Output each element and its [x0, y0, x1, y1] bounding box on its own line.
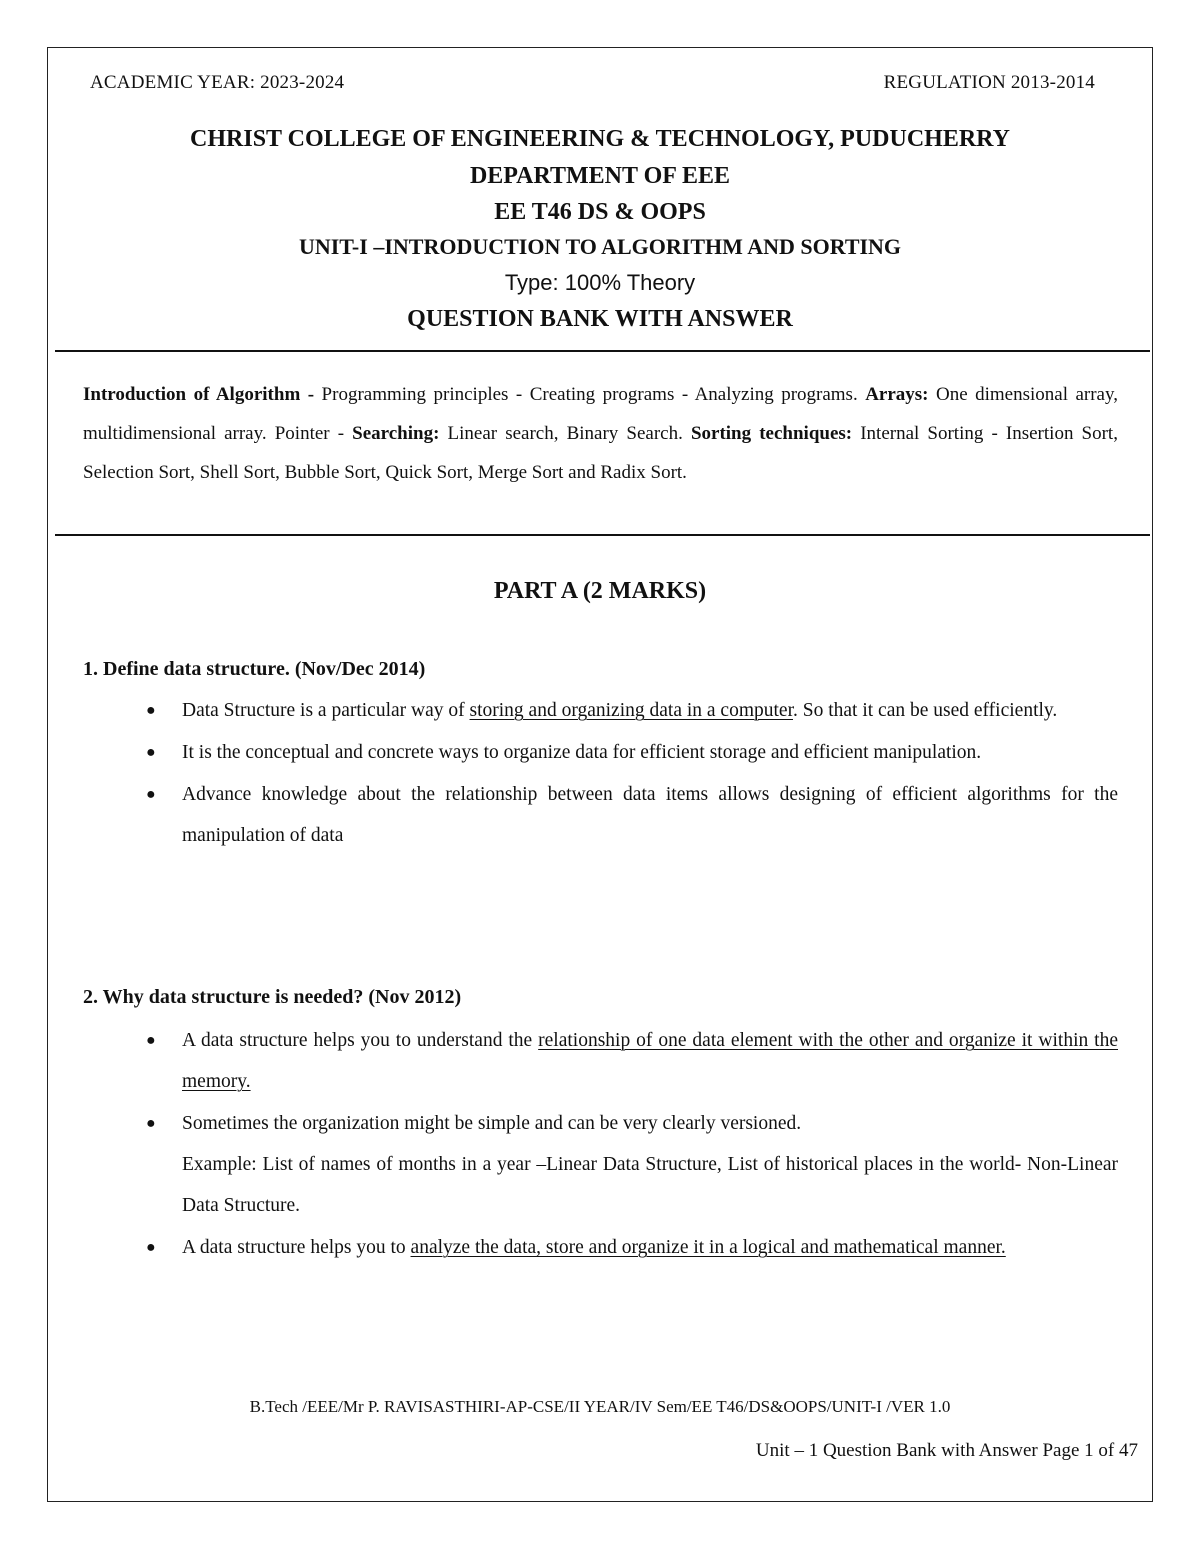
- answer-text: A data structure helps you to understand the: [182, 1030, 539, 1051]
- syllabus-sorting-label: Sorting techniques:: [690, 423, 853, 444]
- list-item: [146, 1020, 1119, 1102]
- type-label: Type: 100% Theory: [504, 270, 696, 295]
- syllabus-sorting-text: Internal Sorting - Insertion Sort, Selection Sort, Shell Sort, Bubble Sort, Quick Sort, Merge Sort and Radix Sort.: [83, 423, 1118, 483]
- answer-underlined: storing and organizing data in a computer: [469, 700, 793, 721]
- syllabus-intro-text: Programming principles - Creating programs - Analyzing programs.: [314, 384, 866, 405]
- divider-bottom: [55, 534, 1150, 536]
- bullet-icon: ●: [146, 786, 156, 803]
- part-a-title: PART A (2 MARKS): [493, 578, 707, 604]
- footer-credit: B.Tech /EEE/Mr P. RAVISASTHIRI-AP-CSE/II YEAR/IV Sem/EE T46/DS&OOPS/UNIT-I /VER 1.0: [249, 1397, 951, 1416]
- college-name: CHRIST COLLEGE OF ENGINEERING & TECHNOLOGY, PUDUCHERRY: [190, 126, 1010, 152]
- answer-underlined: analyze the data, store and organize it in a logical and mathematical manner.: [410, 1237, 1006, 1258]
- syllabus-text: [83, 375, 1118, 492]
- bullet-icon: ●: [146, 1032, 156, 1049]
- syllabus-intro-label: Introduction of Algorithm -: [83, 384, 315, 405]
- question-1-answers: [146, 690, 1118, 857]
- syllabus-searching-label: Searching:: [352, 423, 440, 444]
- answer-text: Advance knowledge about the relationship between data items allows designing of efficient algorithms for the manipulation of data: [182, 784, 1118, 846]
- document-title: QUESTION BANK WITH ANSWER: [407, 306, 793, 332]
- unit-title: UNIT-I –INTRODUCTION TO ALGORITHM AND SORTING: [298, 234, 902, 259]
- answer-example: Example: List of names of months in a year –Linear Data Structure, List of historical places in the world- Non-Linear Data Structure.: [182, 1154, 1118, 1216]
- course-code: EE T46 DS & OOPS: [494, 199, 706, 225]
- syllabus-arrays-text: One dimensional array, multidimensional array. Pointer -: [83, 384, 1118, 444]
- academic-year: ACADEMIC YEAR: 2023-2024: [90, 72, 345, 93]
- bullet-icon: ●: [146, 702, 156, 719]
- answer-text: . So that it can be used efficiently.: [793, 700, 1058, 721]
- syllabus-arrays-label: Arrays:: [865, 384, 929, 405]
- bullet-icon: ●: [146, 1239, 156, 1256]
- answer-underlined: relationship of one data element with the other and organize it within the memory.: [182, 1030, 1119, 1092]
- bullet-icon: ●: [146, 1115, 156, 1132]
- list-item: [146, 732, 1118, 773]
- regulation: REGULATION 2013-2014: [883, 72, 1095, 93]
- answer-text: A data structure helps you to: [182, 1237, 411, 1258]
- answer-text: It is the conceptual and concrete ways to organize data for efficient storage and efficient manipulation.: [182, 742, 982, 763]
- list-item: [146, 774, 1118, 856]
- syllabus-searching-text: Linear search, Binary Search.: [439, 423, 691, 444]
- answer-text: Data Structure is a particular way of: [182, 700, 470, 721]
- list-item: [146, 690, 1118, 731]
- list-item: [146, 1103, 1118, 1226]
- divider-top: [55, 350, 1150, 352]
- question-2-answers: [146, 1020, 1119, 1269]
- page-number: Unit – 1 Question Bank with Answer Page 1 of 47: [755, 1440, 1138, 1461]
- list-item: [146, 1227, 1118, 1268]
- bullet-icon: ●: [146, 744, 156, 761]
- answer-text: Sometimes the organization might be simple and can be very clearly versioned.: [182, 1113, 802, 1134]
- department: DEPARTMENT OF EEE: [469, 163, 731, 189]
- question-2-title: 2. Why data structure is needed? (Nov 2012): [83, 986, 462, 1008]
- question-1-title: 1. Define data structure. (Nov/Dec 2014): [83, 658, 426, 680]
